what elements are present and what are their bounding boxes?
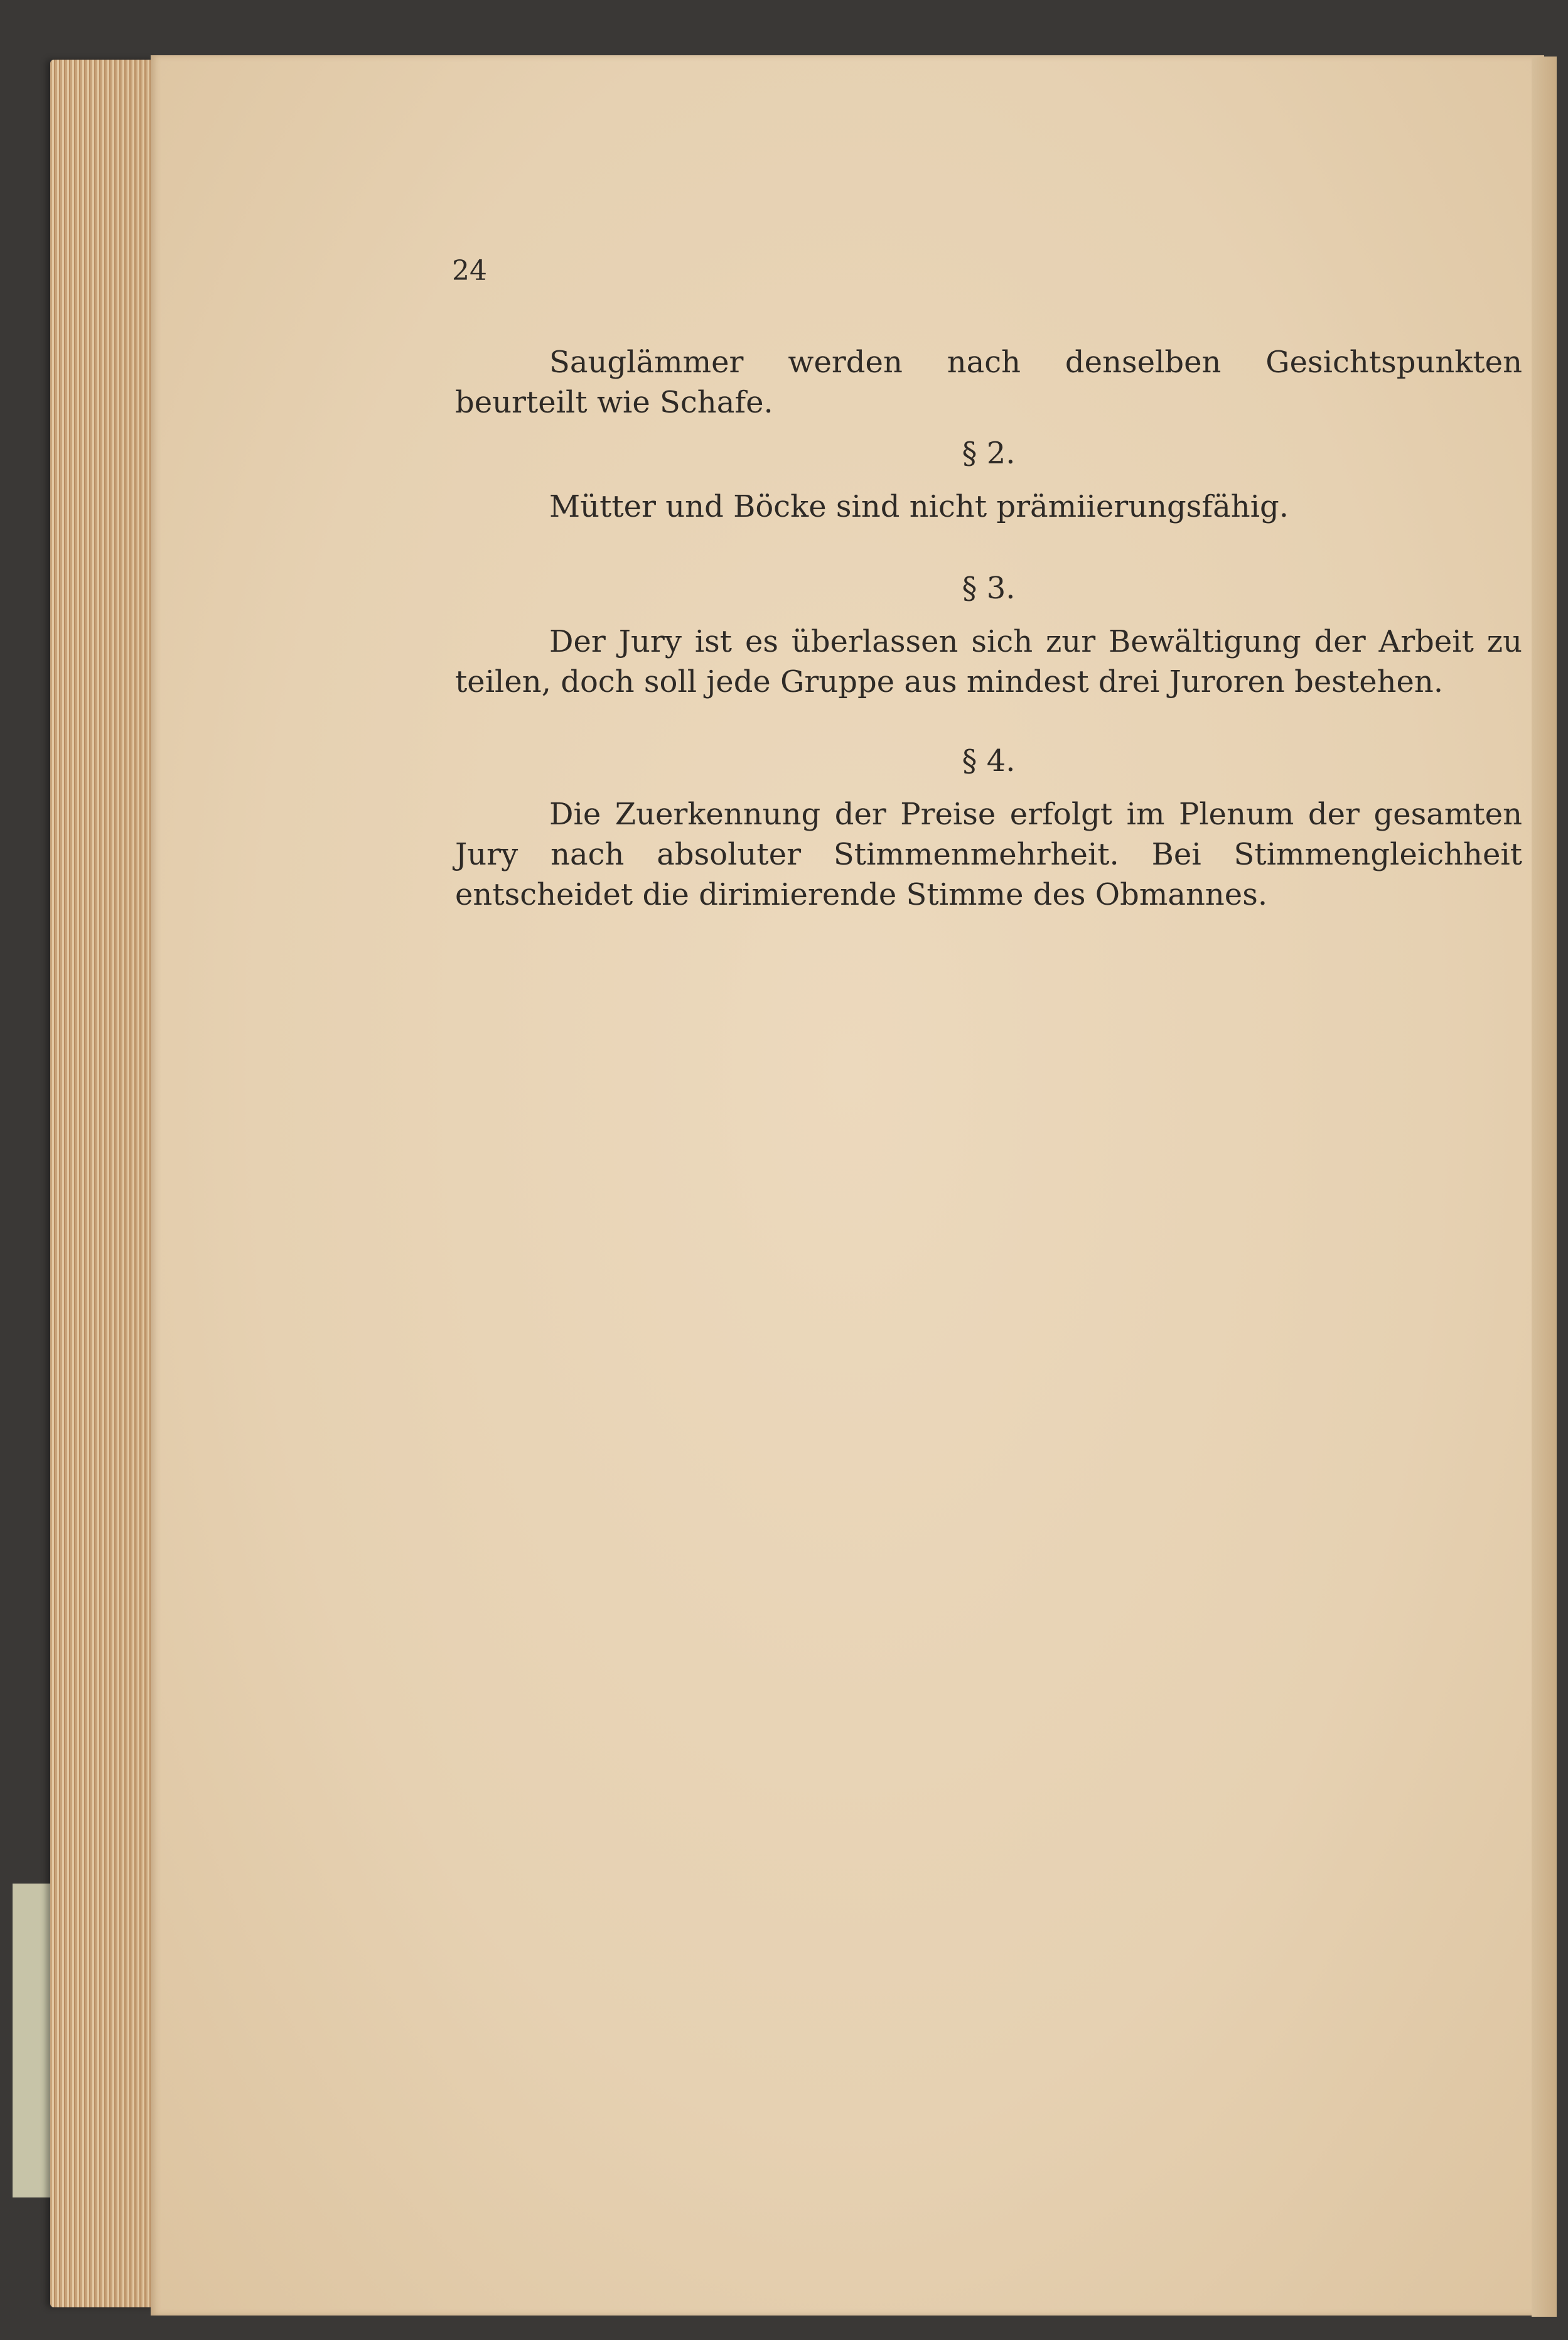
page-edges	[50, 60, 157, 2307]
page-right-edge	[1532, 57, 1557, 2317]
paragraph-2: Mütter und Böcke sind nicht prämiierungsfähig.	[549, 489, 1289, 524]
paragraph-1: Sauglämmer werden nach denselben Gesichtspunkten beurteilt wie Schafe.	[455, 345, 1522, 420]
paragraph-3: Der Jury ist es überlassen sich zur Bewältigung der Arbeit zu teilen, doch soll jede Gruppe aus mindest drei Juroren bestehen.	[455, 624, 1522, 699]
page-number: 24	[452, 255, 487, 287]
paragraph-4: Die Zuerkennung der Preise erfolgt im Plenum der gesamten Jury nach absoluter Stimmenmehrheit. Bei Stimmengleichheit entscheidet die dirimierende Stimme des Obmannes.	[455, 797, 1522, 912]
section-heading-3: § 3.	[962, 571, 1016, 606]
section-heading-4: § 4.	[962, 743, 1016, 779]
section-heading-2: § 2.	[962, 436, 1016, 471]
